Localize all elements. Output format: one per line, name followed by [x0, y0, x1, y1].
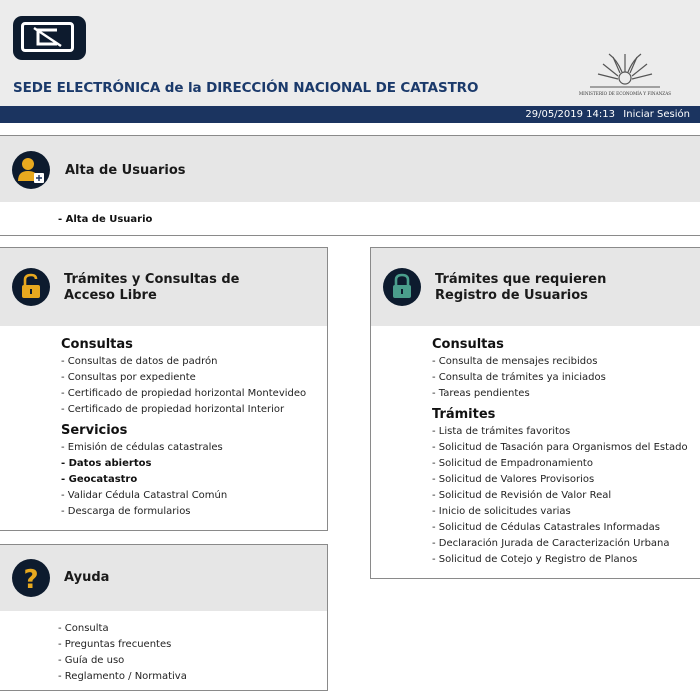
consulta-padron-link[interactable]: - Consultas de datos de padrón [61, 356, 218, 367]
consultas-heading: Consultas [61, 337, 133, 352]
emision-cedulas-link[interactable]: - Emisión de cédulas catastrales [61, 442, 223, 453]
mensajes-recibidos-link[interactable]: - Consulta de mensajes recibidos [432, 356, 598, 367]
tareas-pendientes-link[interactable]: - Tareas pendientes [432, 388, 530, 399]
geocatastro-link[interactable]: - Geocatastro [61, 474, 138, 485]
question-glyph: ? [23, 565, 39, 595]
panel-header [0, 248, 327, 326]
top-bar [0, 106, 700, 123]
catastro-logo[interactable] [13, 16, 86, 60]
panel-header [371, 248, 700, 326]
locked-padlock-icon [383, 268, 421, 306]
alta-usuarios-panel [0, 135, 700, 236]
panel-title [64, 272, 239, 304]
panel-header [0, 136, 700, 202]
guia-uso-link[interactable]: - Guía de uso [58, 655, 125, 666]
servicios-heading: Servicios [61, 423, 128, 438]
site-title[interactable]: SEDE ELECTRÓNICA de la DIRECCIÓN NACIONAL DE CATASTRO [13, 80, 479, 96]
panel-title-line2: Acceso Libre [64, 288, 157, 303]
panel-title [435, 272, 606, 304]
cedulas-informadas-link[interactable]: - Solicitud de Cédulas Catastrales Informadas [432, 522, 660, 533]
logo-frame [21, 22, 74, 52]
tramites-iniciados-link[interactable]: - Consulta de trámites ya iniciados [432, 372, 606, 383]
ministry-logo [565, 48, 685, 100]
panel-title-line1: Trámites que requieren [435, 272, 607, 287]
validar-cedula-link[interactable]: - Validar Cédula Catastral Común [61, 490, 228, 501]
empadronamiento-link[interactable]: - Solicitud de Empadronamiento [432, 458, 593, 469]
sun-emblem-icon [565, 48, 685, 90]
consulta-link[interactable]: - Consulta [58, 623, 109, 634]
alta-links [58, 212, 152, 228]
acceso-libre-links [61, 336, 306, 520]
consulta-expediente-link[interactable]: - Consultas por expediente [61, 372, 196, 383]
revision-valor-real-link[interactable]: - Solicitud de Revisión de Valor Real [432, 490, 612, 501]
current-datetime: 29/05/2019 14:13 [525, 109, 615, 120]
user-icon [12, 151, 50, 189]
tramites-heading: Trámites [432, 407, 496, 422]
unlocked-padlock-icon [12, 268, 50, 306]
declaracion-jurada-link[interactable]: - Declaración Jurada de Caracterización Urbana [432, 538, 670, 549]
panel-title-line2: Registro de Usuarios [435, 288, 588, 303]
certificado-montevideo-link[interactable]: - Certificado de propiedad horizontal Montevideo [61, 388, 307, 399]
panel-title: Ayuda [64, 570, 110, 585]
descarga-formularios-link[interactable]: - Descarga de formularios [61, 506, 191, 517]
logo-mark-icon [24, 25, 71, 49]
question-mark-icon [12, 559, 50, 597]
acceso-libre-panel [0, 247, 328, 531]
registro-links [432, 336, 688, 568]
preguntas-frecuentes-link[interactable]: - Preguntas frecuentes [58, 639, 172, 650]
datos-abiertos-link[interactable]: - Datos abiertos [61, 458, 152, 469]
login-link[interactable]: Iniciar Sesión [623, 109, 690, 120]
solicitudes-varias-link[interactable]: - Inicio de solicitudes varias [432, 506, 571, 517]
registro-usuarios-panel [370, 247, 700, 579]
panel-title: Alta de Usuarios [65, 163, 186, 178]
panel-title-line1: Trámites y Consultas de [64, 272, 240, 287]
ayuda-panel [0, 544, 328, 691]
valores-provisorios-link[interactable]: - Solicitud de Valores Provisorios [432, 474, 595, 485]
alta-usuario-link[interactable]: - Alta de Usuario [58, 214, 153, 225]
reglamento-normativa-link[interactable]: - Reglamento / Normativa [58, 671, 187, 682]
ayuda-links [58, 621, 187, 685]
certificado-interior-link[interactable]: - Certificado de propiedad horizontal Interior [61, 404, 285, 415]
cotejo-planos-link[interactable]: - Solicitud de Cotejo y Registro de Planos [432, 554, 638, 565]
panel-header [0, 545, 327, 611]
consultas-heading: Consultas [432, 337, 504, 352]
tramites-favoritos-link[interactable]: - Lista de trámites favoritos [432, 426, 571, 437]
tasacion-organismos-link[interactable]: - Solicitud de Tasación para Organismos del Estado [432, 442, 688, 453]
site-header [0, 0, 700, 106]
ministry-text: MINISTERIO DE ECONOMÍA Y FINANZAS [578, 91, 672, 96]
